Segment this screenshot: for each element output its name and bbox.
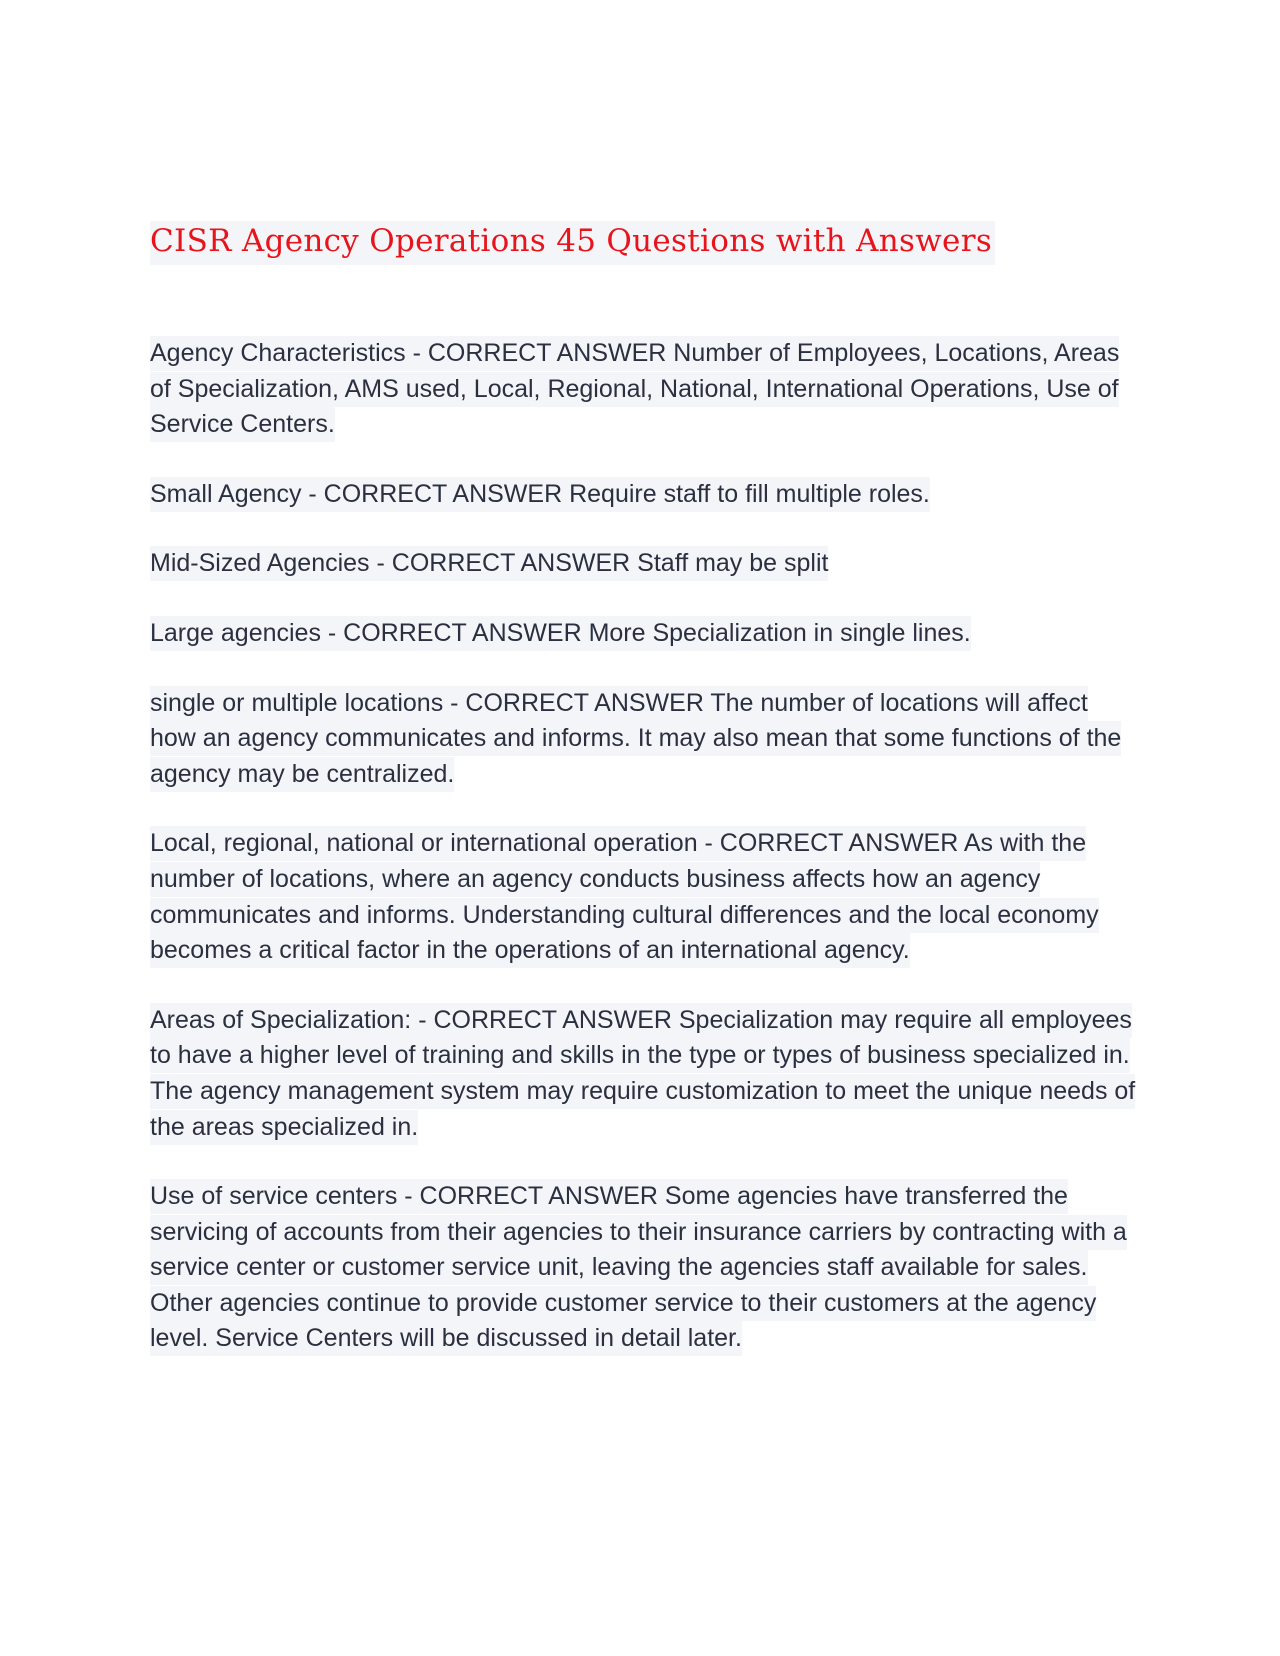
- qa-entry-small-agency: Small Agency - CORRECT ANSWER Require staff to fill multiple roles.: [150, 477, 1140, 513]
- qa-entry-large-agencies: Large agencies - CORRECT ANSWER More Specialization in single lines.: [150, 616, 1140, 652]
- document-title: CISR Agency Operations 45 Questions with Answers: [150, 218, 1140, 264]
- document-page: [150, 218, 1140, 1391]
- qa-entry-agency-characteristics: Agency Characteristics - CORRECT ANSWER Number of Employees, Locations, Areas of Specialization, AMS used, Local, Regional, National, International Operations, Use of Service Centers.: [150, 336, 1140, 443]
- qa-entry-areas-of-specialization: Areas of Specialization: - CORRECT ANSWER Specialization may require all employees to have a higher level of training and skills in the type or types of business specialized in. The agency management system may require customization to meet the unique needs of the areas specialized in.: [150, 1003, 1140, 1145]
- qa-entry-locations: single or multiple locations - CORRECT ANSWER The number of locations will affect how an agency communicates and informs. It may also mean that some functions of the agency may be centralized.: [150, 686, 1140, 793]
- qa-entry-mid-sized-agencies: Mid-Sized Agencies - CORRECT ANSWER Staff may be split: [150, 546, 1140, 582]
- qa-entry-service-centers: Use of service centers - CORRECT ANSWER Some agencies have transferred the servicing of accounts from their agencies to their insurance carriers by contracting with a service center or customer service unit, leaving the agencies staff available for sales. Other agencies continue to provide customer service to their customers at the agency level. Service Centers will be discussed in detail later.: [150, 1179, 1140, 1357]
- qa-entry-operation-scope: Local, regional, national or international operation - CORRECT ANSWER As with the number of locations, where an agency conducts business affects how an agency communicates and informs. Understanding cultural differences and the local economy becomes a critical factor in the operations of an international agency.: [150, 826, 1140, 968]
